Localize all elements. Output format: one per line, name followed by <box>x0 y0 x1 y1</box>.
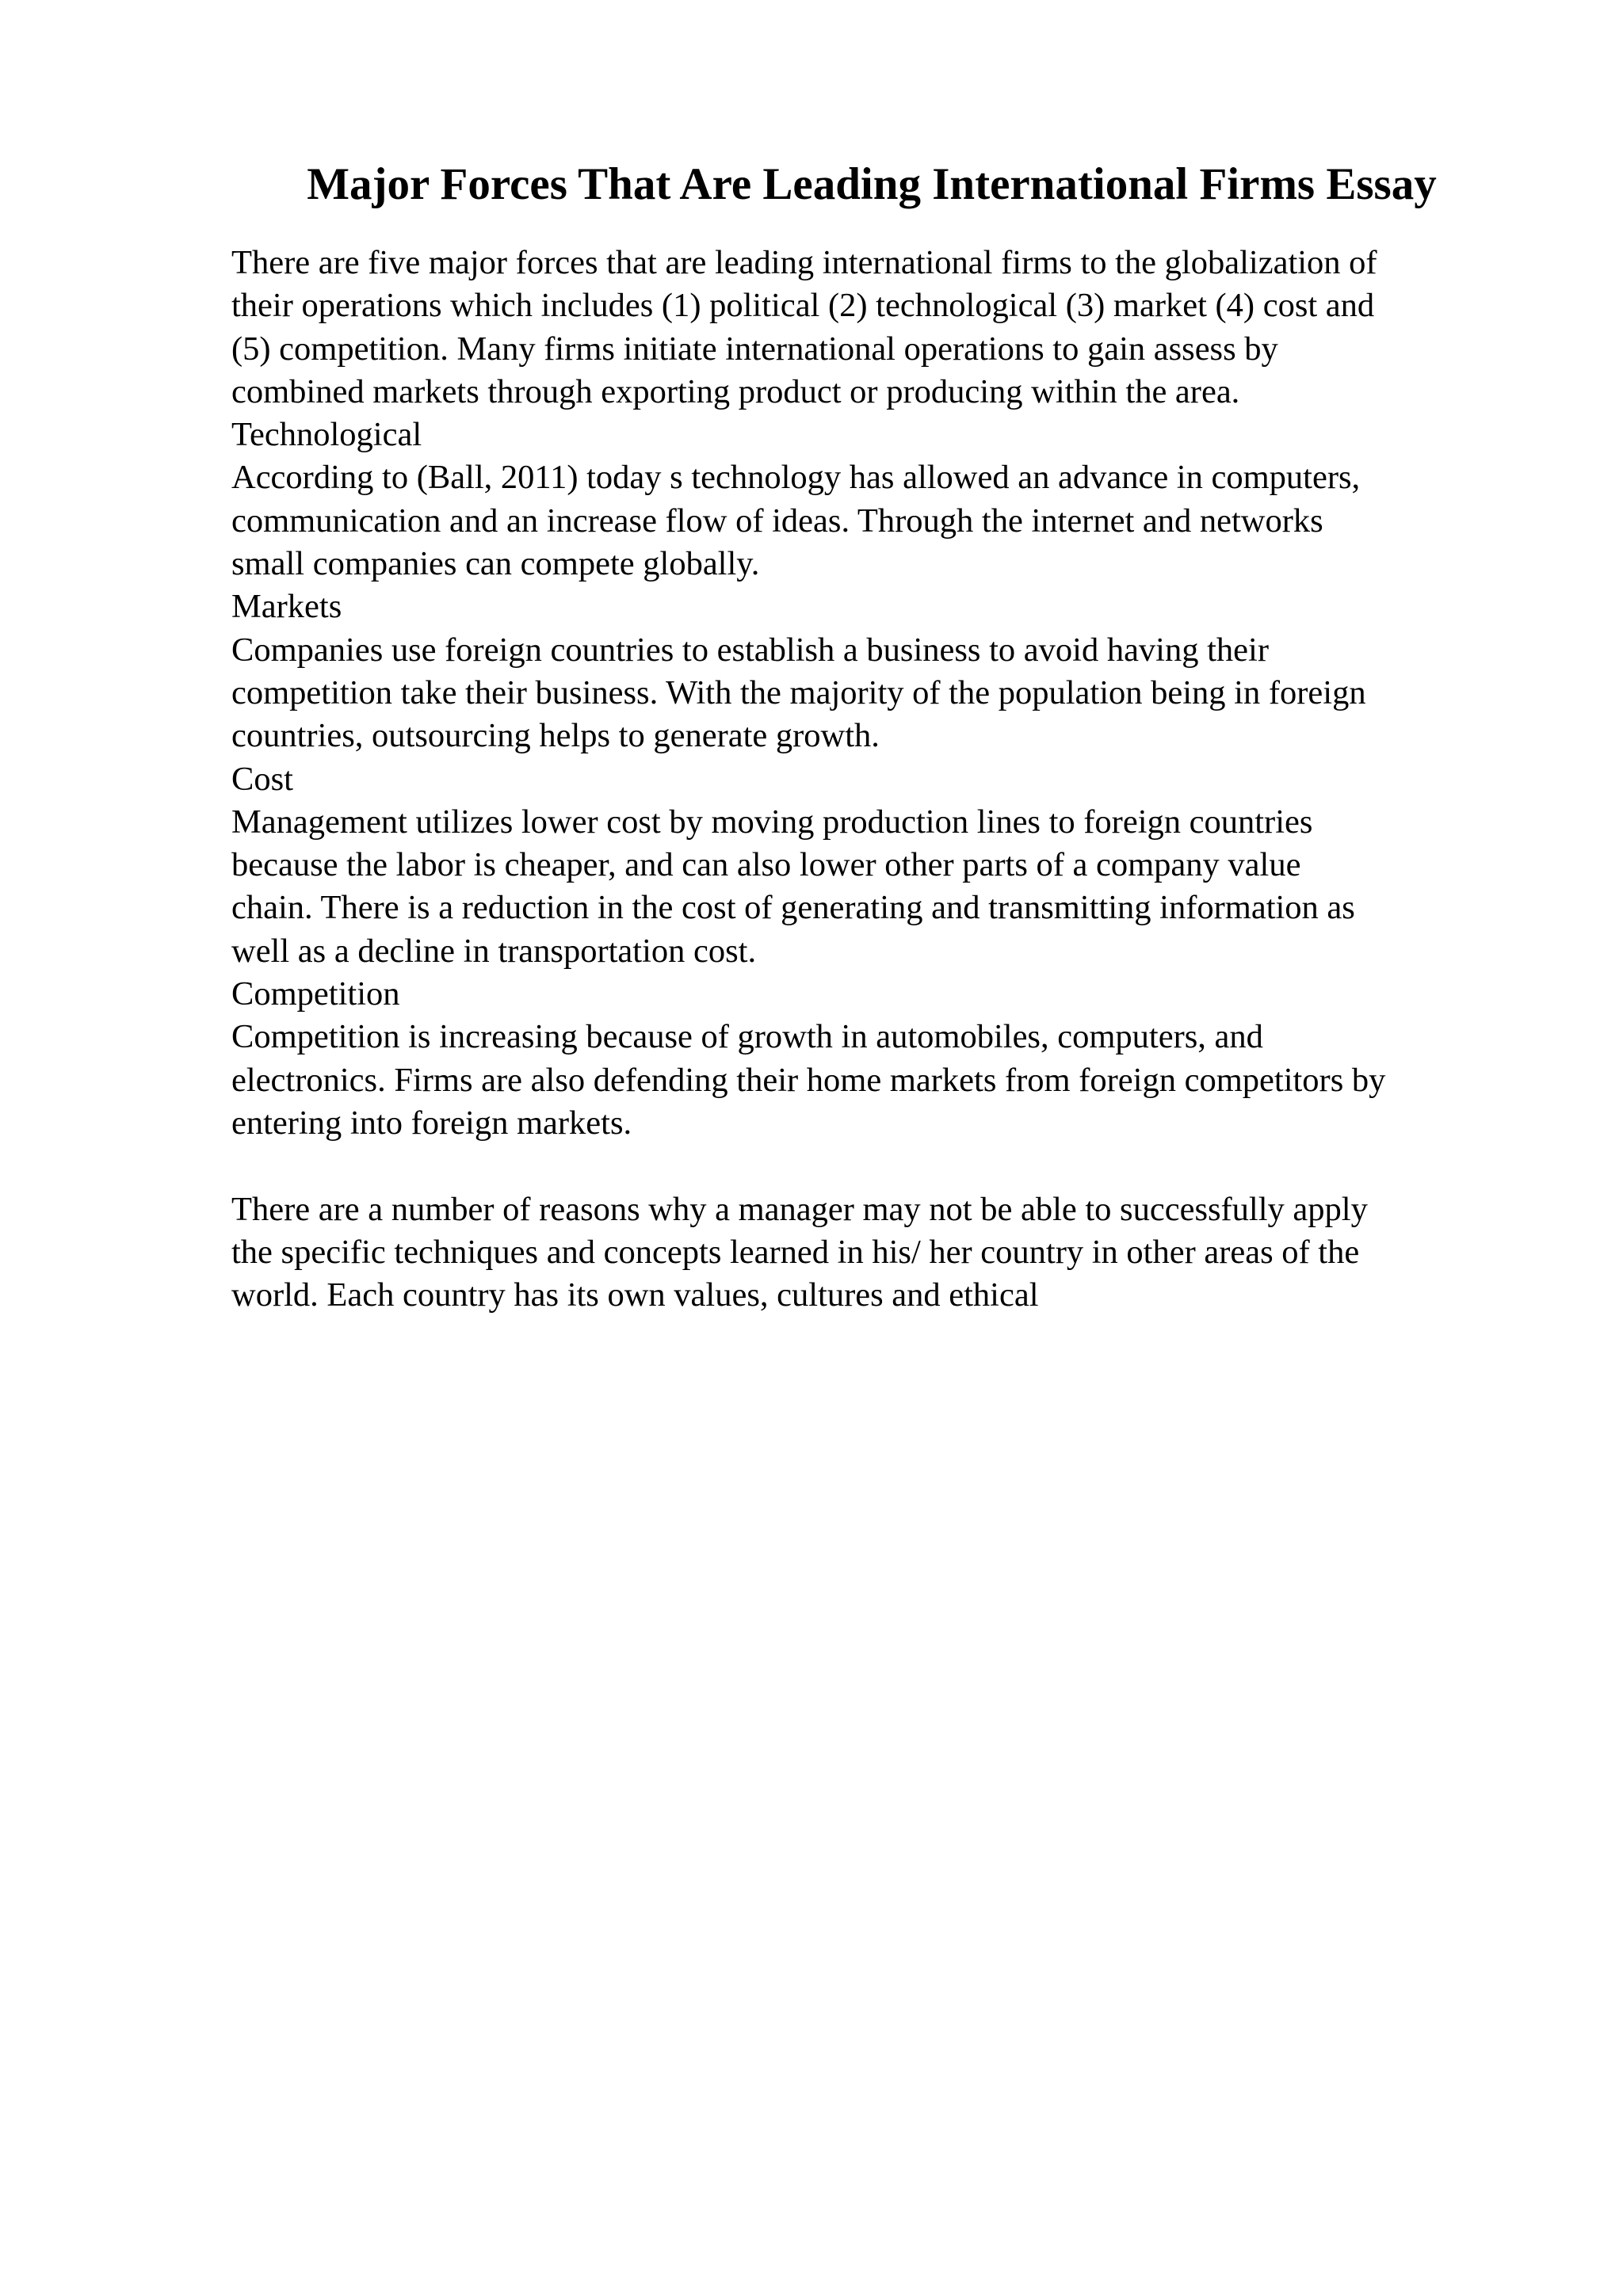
section-heading: Cost <box>231 760 293 798</box>
section-heading: Markets <box>231 588 342 626</box>
text-line: combined markets through exporting product or producing within the area. <box>231 372 1240 410</box>
section-markets <box>231 585 1515 757</box>
text-line: because the labor is cheaper, and can also lower other parts of a company value <box>231 846 1301 884</box>
text-line: There are five major forces that are leading international firms to the globalization of <box>231 244 1377 281</box>
text-line: electronics. Firms are also defending their home markets from foreign competitors by <box>231 1061 1386 1099</box>
section-heading: Technological <box>231 416 422 454</box>
paragraph-spacer <box>231 1145 1515 1188</box>
text-line: well as a decline in transportation cost. <box>231 932 757 970</box>
text-line: There are a number of reasons why a manager may not be able to successfully apply <box>231 1190 1368 1228</box>
text-line: world. Each country has its own values, cultures and ethical <box>231 1276 1039 1314</box>
text-line: their operations which includes (1) political (2) technological (3) market (4) cost and <box>231 287 1375 325</box>
section-competition <box>231 973 1515 1145</box>
text-line: small companies can compete globally. <box>231 545 760 583</box>
text-line: Companies use foreign countries to establish a business to avoid having their <box>231 631 1269 669</box>
text-line: competition take their business. With the majority of the population being in foreign <box>231 673 1366 711</box>
intro-paragraph <box>231 242 1515 414</box>
text-line: communication and an increase flow of ideas. Through the internet and networks <box>231 502 1323 540</box>
text-line: the specific techniques and concepts learned in his/ her country in other areas of the <box>231 1233 1360 1271</box>
text-line: Management utilizes lower cost by moving production lines to foreign countries <box>231 803 1313 841</box>
section-cost <box>231 758 1515 973</box>
text-line: Competition is increasing because of growth in automobiles, computers, and <box>231 1018 1263 1056</box>
text-line: countries, outsourcing helps to generate growth. <box>231 717 880 755</box>
text-line: entering into foreign markets. <box>231 1104 632 1142</box>
essay-title: Major Forces That Are Leading International Firms Essay <box>307 159 1437 209</box>
essay-body <box>231 242 1515 1317</box>
text-line: (5) competition. Many firms initiate international operations to gain assess by <box>231 330 1278 368</box>
text-line: chain. There is a reduction in the cost of generating and transmitting information as <box>231 889 1355 927</box>
section-technological <box>231 414 1515 585</box>
section-heading: Competition <box>231 975 400 1013</box>
closing-paragraph <box>231 1188 1515 1318</box>
text-line: According to (Ball, 2011) today s technology has allowed an advance in computers, <box>231 459 1361 497</box>
